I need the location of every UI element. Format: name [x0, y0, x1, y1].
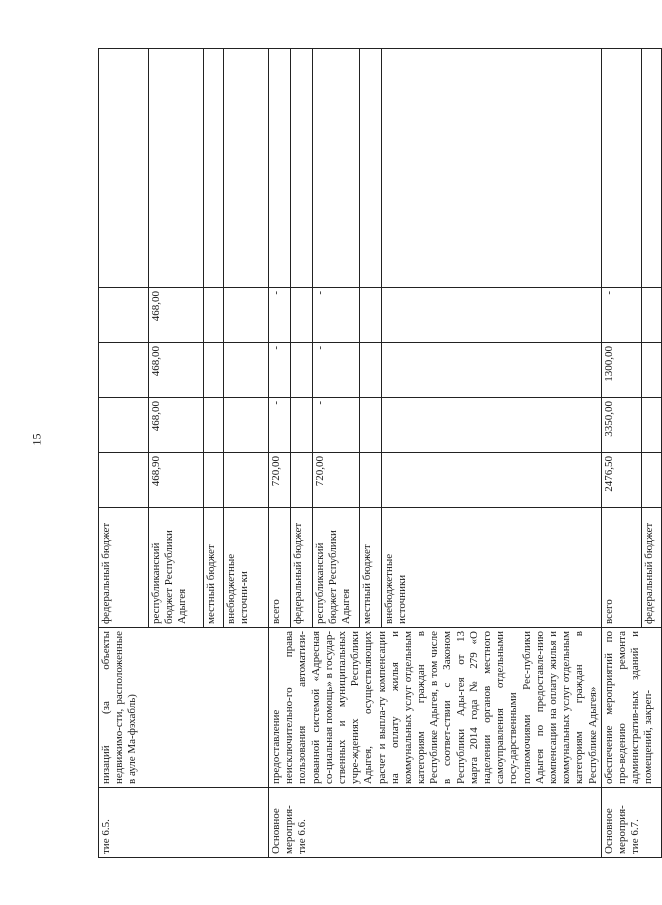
- source-cell: федеральный бюджет: [290, 508, 312, 628]
- value-cell: -: [269, 288, 291, 343]
- empty-cell: [359, 49, 381, 288]
- value-cell: [641, 288, 661, 343]
- source-cell: внебюджетные источники: [381, 508, 601, 628]
- value-cell: -: [312, 288, 359, 343]
- source-cell: всего: [601, 508, 641, 628]
- value-cell: [359, 453, 381, 508]
- source-cell: федеральный бюджет: [99, 508, 149, 628]
- activity-cell: Основное мероприя-тие 6.6.: [269, 788, 602, 858]
- empty-cell: [204, 49, 224, 288]
- value-cell: [224, 343, 269, 398]
- value-cell: [381, 453, 601, 508]
- value-cell: [204, 288, 224, 343]
- value-cell: -: [312, 398, 359, 453]
- value-cell: 720,00: [312, 453, 359, 508]
- value-cell: [290, 398, 312, 453]
- source-cell: местный бюджет: [359, 508, 381, 628]
- value-cell: [224, 398, 269, 453]
- description-cell: низаций (за объекты недвижимо-сти, расположенные в ауле Ма-фэхабль): [99, 628, 269, 788]
- program-activities-table: [98, 48, 662, 858]
- empty-cell: [641, 49, 661, 288]
- value-cell: 468,00: [149, 288, 204, 343]
- value-cell: [641, 343, 661, 398]
- value-cell: 468,00: [149, 398, 204, 453]
- empty-cell: [99, 49, 149, 288]
- source-cell: всего: [269, 508, 291, 628]
- description-cell: обеспечение мероприятий по про-ведению ремонта административ-ных зданий и помещений, закреп-: [601, 628, 661, 788]
- value-cell: [381, 398, 601, 453]
- value-cell: [224, 453, 269, 508]
- value-cell: [381, 288, 601, 343]
- activity-cell: Основное мероприя-тие 6.7.: [601, 788, 661, 858]
- value-cell: [99, 343, 149, 398]
- empty-cell: [149, 49, 204, 288]
- value-cell: 3350,00: [601, 398, 641, 453]
- source-cell: федеральный бюджет: [641, 508, 661, 628]
- empty-cell: [381, 49, 601, 288]
- table-container: [98, 48, 655, 858]
- value-cell: [381, 343, 601, 398]
- value-cell: [204, 398, 224, 453]
- value-cell: [224, 288, 269, 343]
- value-cell: -: [269, 343, 291, 398]
- source-cell: внебюджетные источни-ки: [224, 508, 269, 628]
- value-cell: [204, 453, 224, 508]
- value-cell: [641, 453, 661, 508]
- table-row: [601, 49, 641, 858]
- value-cell: [359, 398, 381, 453]
- source-cell: республиканский бюджет Республики Адыгея: [312, 508, 359, 628]
- value-cell: 2476,50: [601, 453, 641, 508]
- empty-cell: [224, 49, 269, 288]
- value-cell: 1300,00: [601, 343, 641, 398]
- source-cell: местный бюджет: [204, 508, 224, 628]
- empty-cell: [312, 49, 359, 288]
- value-cell: -: [312, 343, 359, 398]
- empty-cell: [601, 49, 641, 288]
- value-cell: 468,90: [149, 453, 204, 508]
- empty-cell: [290, 49, 312, 288]
- value-cell: [204, 343, 224, 398]
- value-cell: -: [269, 398, 291, 453]
- value-cell: [290, 288, 312, 343]
- value-cell: [359, 343, 381, 398]
- value-cell: [290, 343, 312, 398]
- value-cell: -: [601, 288, 641, 343]
- value-cell: [290, 453, 312, 508]
- activity-cell: тие 6.5.: [99, 788, 269, 858]
- description-cell: предоставление неисключительно-го права пользования автоматизи-рованной системой «Адресная со-циальная помощь» в государ-ственных и муниципальных учре-ждениях Республики Адыгея, осуществляющих расчет и выпла-ту компенсации на оплату жилья и коммунальных услуг отдельным категориям граждан в Республике Адыгея, в том числе в соответ-ствии с Законом Республики Ады-гея от 13 марта 2014 года № 279 «О наделении органов местного самоуправления отдельными госу-дарственными полномочиями Рес-публики Адыгея по предоставле-нию компенсации на оплату жилья и коммунальных услуг отдельным категориям граждан в Республике Адыгея»: [269, 628, 602, 788]
- table-row: [269, 49, 291, 858]
- value-cell: [99, 453, 149, 508]
- value-cell: 720,00: [269, 453, 291, 508]
- source-cell: республиканский бюджет Республики Адыгея: [149, 508, 204, 628]
- table-row: [99, 49, 149, 858]
- value-cell: 468,00: [149, 343, 204, 398]
- page-number: 15: [29, 433, 44, 445]
- value-cell: [99, 288, 149, 343]
- value-cell: [641, 398, 661, 453]
- value-cell: [359, 288, 381, 343]
- value-cell: [99, 398, 149, 453]
- empty-cell: [269, 49, 291, 288]
